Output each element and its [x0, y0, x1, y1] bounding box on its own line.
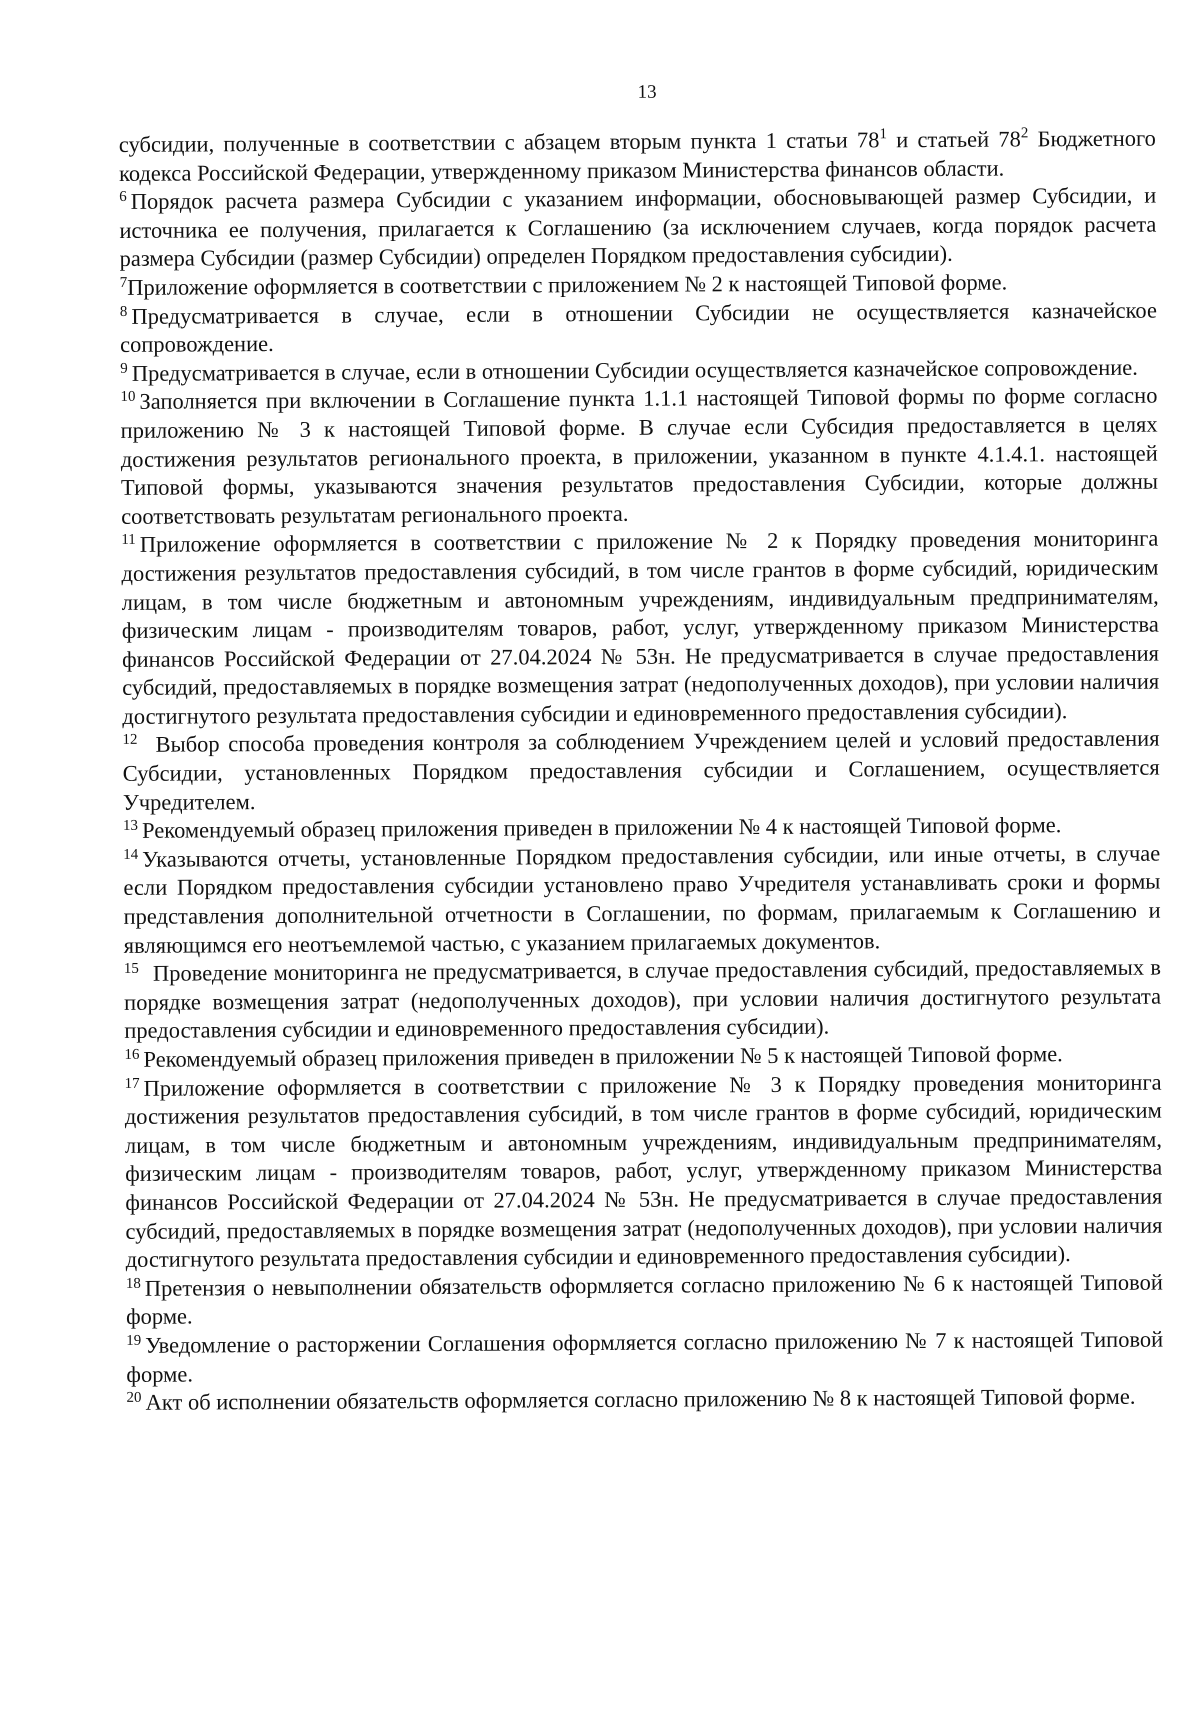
footnote-mark: 11: [121, 532, 136, 549]
footnote-mark: 6: [119, 189, 127, 206]
footnote-text: Заполняется при включении в Соглашение пункта 1.1.1 настоящей Типовой формы по форме согласно приложению № 3 к настоящей Типовой форме. В случае если Субсидия предоставляется в целях достижения результатов регионального проекта, в приложении, указанном в пункте 4.1.4.1. настоящей Типовой формы, указываются значения результатов предоставления Субсидии, которые должны соответствовать результатам регионального проекта.: [120, 382, 1159, 529]
footnote-mark: 9: [120, 360, 128, 377]
footnote-mark: 12: [122, 732, 138, 749]
footnote-mark: 19: [126, 1332, 142, 1349]
footnote-mark: 20: [126, 1389, 142, 1407]
footnote-11: [121, 525, 1159, 731]
footnote-text: Рекомендуемый образец приложения приведен в приложении № 5 к настоящей Типовой форме.: [143, 1041, 1063, 1072]
footnote-text: субсидии, полученные в соответствии с абзацем вторым пункта 1 статьи 78: [118, 127, 880, 157]
footnote-text: Предусматривается в случае, если в отношении Субсидии не осуществляется казначейское сопровождение.: [120, 297, 1157, 358]
footnote-20: [126, 1383, 1163, 1418]
footnote-mark: 10: [120, 389, 136, 406]
footnote-18: [126, 1268, 1163, 1332]
footnote-17: [125, 1068, 1163, 1274]
footnote-12: [122, 725, 1160, 817]
footnote-text: Проведение мониторинга не предусматривается, в случае предоставления субсидий, предоставляемых в порядке возмещения затрат (недополученных доходов), при условии наличия достигнутого результата предоставления субсидии и единовременного предоставления субсидии).: [124, 954, 1162, 1044]
footnote-text: Предусматривается в случае, если в отношении Субсидии осуществляется казначейское сопровождение.: [131, 354, 1138, 386]
footnote-mark: 14: [123, 846, 139, 863]
footnote-15: [124, 954, 1162, 1046]
footnote-10: [120, 382, 1158, 531]
footnote-text: Бюджетного кодекса Российской Федерации, утвержденному приказом Министерства финансов области.: [118, 125, 1156, 186]
footnote-text: Выбор способа проведения контроля за соблюдением Учреждением целей и условий предоставления Субсидии, установленных Порядком предоставления субсидии и Соглашением, осуществляется Учредителем.: [122, 726, 1160, 815]
footnote-text: Приложение оформляется в соответствии с приложение № 3 к Порядку проведения мониторинга достижения результатов предоставления субсидий, в том числе грантов в форме субсидий, юридическим лицам, в том числе бюджетным и автономным учреждениям, индивидуальным предпринимателям, физическим лицам - производителям товаров, работ, услуг, утвержденному приказом Министерства финансов Российской Федерации от 27.04.2024 № 53н. Не предусматривается в случае предоставления субсидий, предоставляемых в порядке возмещения затрат (недополученных доходов), при условии наличия достигнутого результата предоставления субсидии и единовременного предоставления субсидии).: [124, 1069, 1163, 1273]
footnote-text: Акт об исполнении обязательств оформляется согласно приложению № 8 к настоящей Типовой форме.: [145, 1383, 1136, 1415]
footnote-text: Уведомление о расторжении Соглашения оформляется согласно приложению № 7 к настоящей Типовой форме.: [126, 1326, 1164, 1387]
footnote-mark: 13: [122, 818, 139, 835]
footnote-text: Рекомендуемый образец приложения приведен в приложении № 4 к настоящей Типовой форме.: [141, 812, 1062, 844]
footnotes-list: [119, 125, 1164, 1418]
footnote-19: [126, 1326, 1163, 1390]
superscript: 1: [879, 126, 888, 143]
footnote-continuation: [119, 125, 1156, 189]
footnote-14: [123, 839, 1161, 960]
footnote-mark: 15: [123, 961, 139, 978]
footnote-text: Претензия о невыполнении обязательств оформляется согласно приложению № 6 к настоящей Типовой форме.: [125, 1269, 1163, 1330]
superscript: 2: [1020, 125, 1029, 142]
footnote-text: Порядок расчета размера Субсидии с указанием информации, обосновывающей размер Субсидии, и источника ее получения, прилагается к Соглашению (за исключением случаев, когда порядок расчета размера Субсидии (размер Субсидии) определен Порядком предоставления субсидии).: [119, 182, 1157, 272]
page-number: 13: [637, 81, 657, 103]
footnote-mark: 17: [124, 1075, 140, 1092]
footnote-mark: 16: [124, 1046, 140, 1063]
footnote-mark: 18: [125, 1275, 141, 1292]
footnote-6: [119, 182, 1157, 274]
footnote-text: Указываются отчеты, установленные Порядком предоставления субсидии, или иные отчеты, в случае если Порядком предоставления субсидии установлено право Учредителя устанавливать сроки и формы представления дополнительной отчетности в Соглашении, по формам, прилагаемым к Соглашению и являющимся его неотъемлемой частью, с указанием прилагаемых документов.: [123, 840, 1161, 958]
footnote-mark: 7: [119, 274, 128, 291]
footnote-text: Приложение оформляется в соответствии с приложение № 2 к Порядку проведения мониторинга достижения результатов предоставления субсидий, в том числе грантов в форме субсидий, юридическим лицам, в том числе бюджетным и автономным учреждениям, индивидуальным предпринимателям, физическим лицам - производителям товаров, работ, услуг, утвержденному приказом Министерства финансов Российской Федерации от 27.04.2024 № 53н. Не предусматривается в случае предоставления субсидий, предоставляемых в порядке возмещения затрат (недополученных доходов), при условии наличия достигнутого результата предоставления субсидии и единовременного предоставления субсидии).: [121, 525, 1160, 729]
footnote-8: [120, 296, 1157, 360]
footnote-text: и статьей 78: [886, 126, 1021, 153]
footnote-text: Приложение оформляется в соответствии с приложением № 2 к настоящей Типовой форме.: [127, 269, 1008, 300]
footnote-mark: 8: [119, 303, 128, 320]
